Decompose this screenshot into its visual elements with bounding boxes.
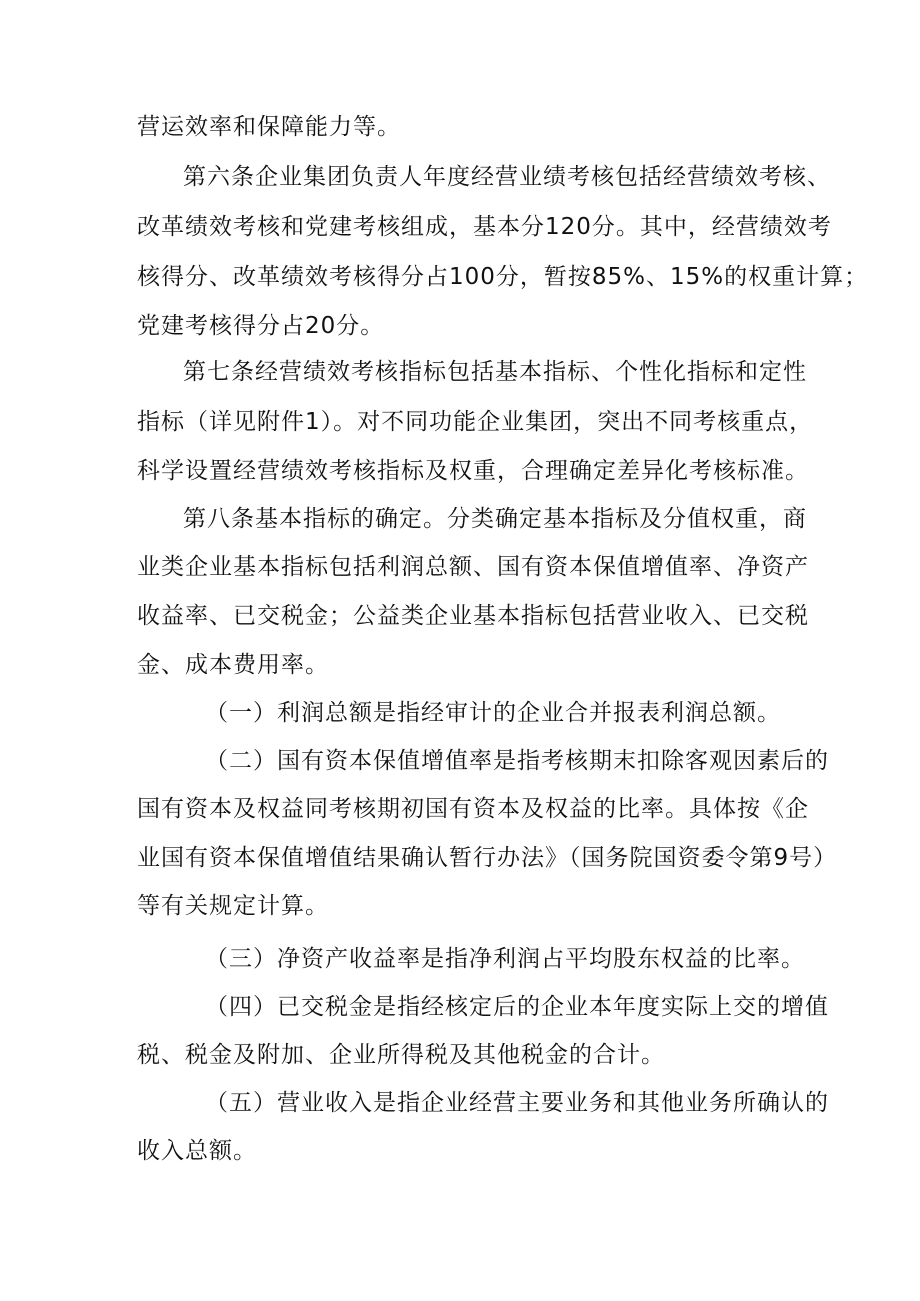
text-line: 税、税金及附加、企业所得税及其他税金的合计。 xyxy=(137,1042,665,1068)
text-line: 核得分、改革绩效考核得分占100分，暂按85%、15%的权重计算； xyxy=(137,264,869,290)
text-line: 改革绩效考核和党建考核组成，基本分120分。其中，经营绩效考 xyxy=(137,214,832,240)
text-line: 第七条经营绩效考核指标包括基本指标、个性化指标和定性 xyxy=(183,359,807,385)
text-line: 业国有资本保值增值结果确认暂行办法》（国务院国资委令第9号） xyxy=(137,845,838,871)
text-line: 收益率、已交税金；公益类企业基本指标包括营业收入、已交税 xyxy=(137,603,809,629)
text-line: 营运效率和保障能力等。 xyxy=(137,114,401,140)
text-line: 党建考核得分占20分。 xyxy=(137,313,385,339)
text-line: 第八条基本指标的确定。分类确定基本指标及分值权重，商 xyxy=(183,506,807,532)
text-line: （四）已交税金是指经核定后的企业本年度实际上交的增值 xyxy=(205,994,829,1020)
text-line: 指标（详见附件1）。对不同功能企业集团，突出不同考核重点， xyxy=(137,409,814,435)
text-line: （三）净资产收益率是指净利润占平均股东权益的比率。 xyxy=(205,946,805,972)
text-line: 国有资本及权益同考核期初国有资本及权益的比率。具体按《企 xyxy=(137,796,809,822)
text-line: 第六条企业集团负责人年度经营业绩考核包括经营绩效考核、 xyxy=(183,164,831,190)
text-line: （五）营业收入是指企业经营主要业务和其他业务所确认的 xyxy=(205,1090,829,1116)
text-line: 金、成本费用率。 xyxy=(137,652,329,678)
text-line: 业类企业基本指标包括利润总额、国有资本保值增值率、净资产 xyxy=(137,554,809,580)
text-line: 等有关规定计算。 xyxy=(137,893,329,919)
text-line: 科学设置经营绩效考核指标及权重，合理确定差异化考核标准。 xyxy=(137,458,809,484)
text-line: （二）国有资本保值增值率是指考核期末扣除客观因素后的 xyxy=(205,748,829,774)
text-line: （一）利润总额是指经审计的企业合并报表利润总额。 xyxy=(205,700,781,726)
text-line: 收入总额。 xyxy=(137,1138,257,1164)
